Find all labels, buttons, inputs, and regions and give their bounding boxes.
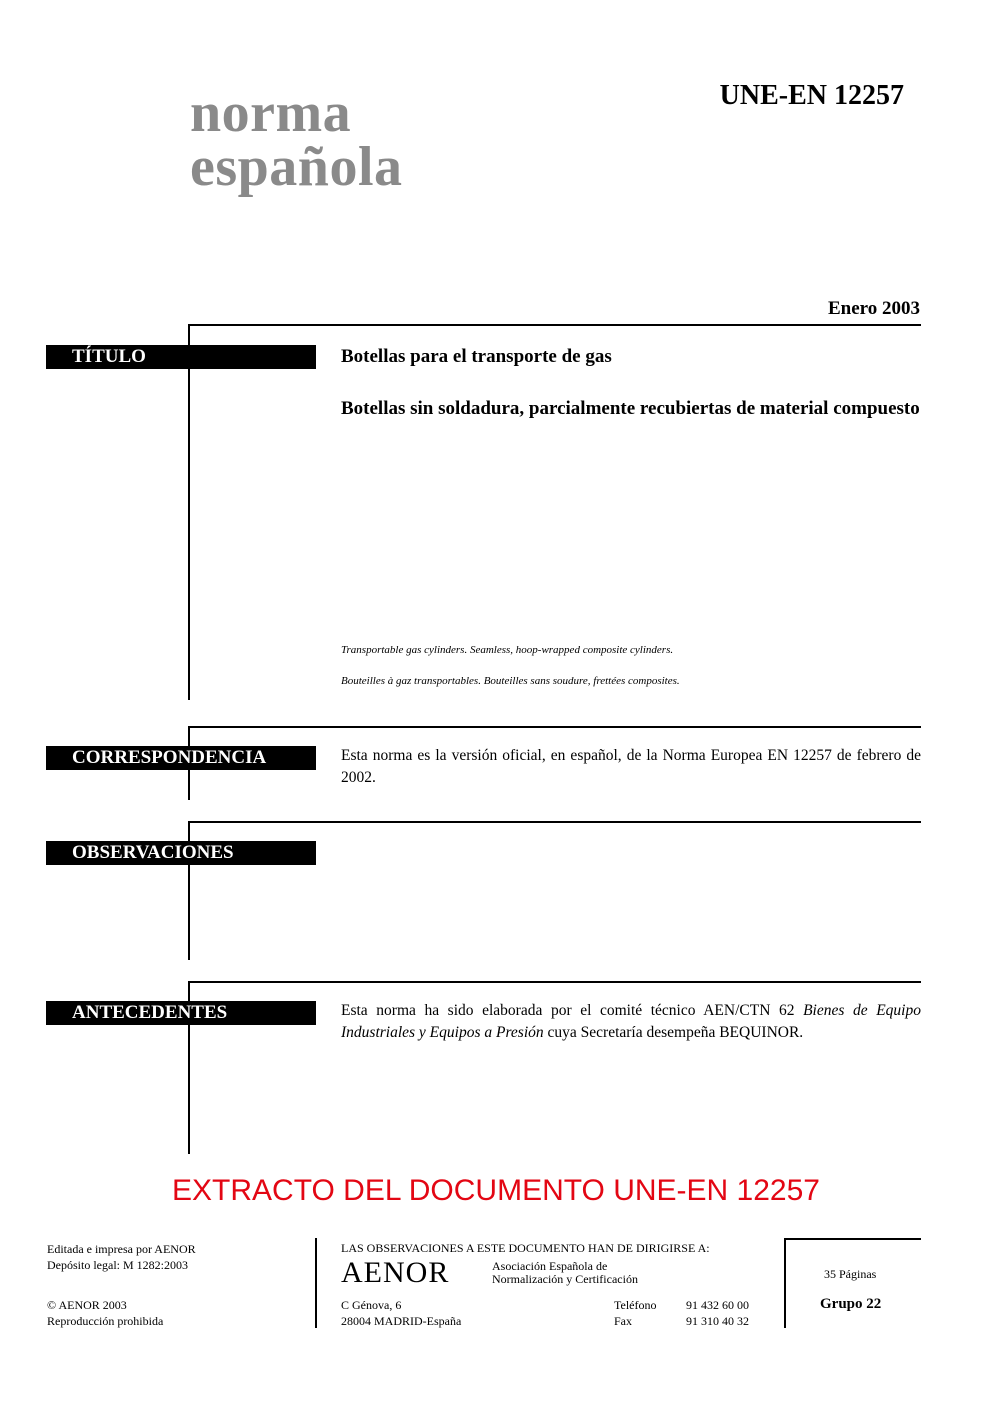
footer-publisher (47, 1241, 196, 1273)
standard-number: UNE-EN 12257 (719, 80, 904, 111)
antecedentes-text (341, 1000, 921, 1044)
page-info-vertical-rule (784, 1238, 786, 1328)
antecedentes-label: ANTECEDENTES (46, 1001, 316, 1025)
contact-values (686, 1297, 749, 1329)
antecedentes-text-end: cuya Secretaría desempeña BEQUINOR. (543, 1024, 804, 1041)
main-title: Botellas para el transporte de gas (341, 346, 612, 367)
address-line-1: C Génova, 6 (341, 1298, 402, 1312)
phone-label: Teléfono (614, 1298, 657, 1312)
aenor-desc-line-2: Normalización y Certificación (492, 1272, 638, 1286)
title-french: Bouteilles à gaz transportables. Bouteilles sans soudure, frettées composites. (341, 675, 680, 687)
titulo-vertical-rule (188, 324, 190, 700)
observations-notice: LAS OBSERVACIONES A ESTE DOCUMENTO HAN DE DIRIGIRSE A: (341, 1241, 710, 1255)
committee-name: Bienes de Equipo Industriales y Equipos a Presión (341, 1002, 921, 1041)
brand-title (190, 82, 403, 198)
legal-deposit: Depósito legal: M 1282:2003 (47, 1258, 188, 1272)
footer-copyright (47, 1297, 163, 1329)
fax-label: Fax (614, 1314, 632, 1328)
copyright: © AENOR 2003 (47, 1298, 127, 1312)
page-info-top-rule (784, 1238, 921, 1240)
aenor-logo: AENOR (341, 1256, 450, 1289)
aenor-address (341, 1297, 461, 1329)
publication-date: Enero 2003 (827, 298, 920, 319)
reproduction-notice: Reproducción prohibida (47, 1314, 164, 1328)
brand-line-1: norma (190, 82, 352, 144)
extract-watermark: EXTRACTO DEL DOCUMENTO UNE-EN 12257 (172, 1174, 820, 1207)
address-line-2: 28004 MADRID-España (341, 1314, 462, 1328)
contact-labels (614, 1297, 656, 1329)
correspondencia-label: CORRESPONDENCIA (46, 746, 316, 770)
correspondencia-text: Esta norma es la versión oficial, en español, de la Norma Europea EN 12257 de febrero de 2002. (341, 747, 921, 786)
page-count: 35 Páginas (824, 1267, 877, 1281)
observaciones-label: OBSERVACIONES (46, 841, 316, 865)
phone-number: 91 432 60 00 (686, 1298, 749, 1312)
correspondencia-divider (188, 726, 921, 728)
aenor-desc-line-1: Asociación Española de (492, 1259, 608, 1273)
subtitle: Botellas sin soldadura, parcialmente recubiertas de material compuesto (341, 398, 920, 419)
title-english: Transportable gas cylinders. Seamless, hoop-wrapped composite cylinders. (341, 644, 674, 656)
edited-by: Editada e impresa por AENOR (47, 1242, 196, 1256)
titulo-divider (188, 324, 921, 326)
antecedentes-divider (188, 981, 921, 983)
titulo-label: TÍTULO (46, 345, 316, 369)
antecedentes-text-start: Esta norma ha sido elaborada por el comité técnico AEN/CTN 62 (341, 1002, 804, 1019)
footer-divider-left (315, 1238, 317, 1328)
price-group: Grupo 22 (820, 1296, 882, 1312)
brand-line-2: española (190, 136, 403, 198)
fax-number: 91 310 40 32 (686, 1314, 749, 1328)
observaciones-divider (188, 821, 921, 823)
aenor-description (492, 1260, 638, 1286)
